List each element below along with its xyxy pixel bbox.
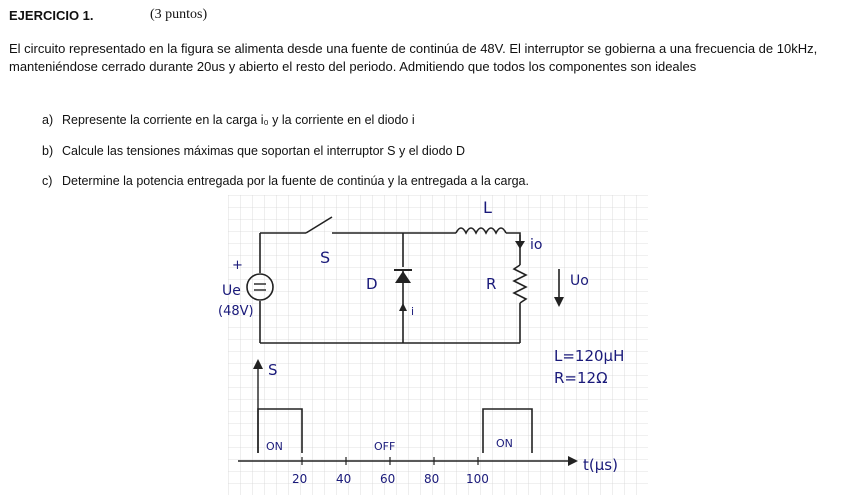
label-source-value: (48V) [218, 304, 254, 319]
label-i: i [411, 305, 415, 318]
time-axis-label: t(µs) [583, 456, 618, 474]
question-b-label: b) [42, 144, 54, 158]
label-uo: Uo [570, 273, 589, 289]
question-b [42, 144, 465, 158]
label-on-1: ON [266, 440, 283, 453]
tick-100: 100 [466, 472, 489, 486]
tick-80: 80 [424, 472, 440, 486]
problem-statement: El circuito representado en la figura se alimenta desde una fuente de continúa de 48V. El interruptor se gobierna a una frecuencia de 10kHz, manteniéndose cerrado durante 20us y abierto el resto del periodo. Admitiendo que todos los componentes son ideales [9, 41, 818, 74]
tick-40: 40 [336, 472, 352, 486]
label-l: L [483, 198, 492, 217]
question-b-text: Calcule las tensiones máximas que soportan el interruptor S y el diodo D [62, 144, 465, 158]
question-c [42, 174, 529, 188]
label-plus: + [232, 258, 243, 273]
label-d: D [366, 275, 378, 293]
label-source: Ue [222, 283, 241, 299]
label-r-value: R=12Ω [554, 369, 608, 387]
tick-60: 60 [380, 472, 396, 486]
label-off: OFF [374, 440, 396, 453]
circuit-figure [218, 195, 648, 495]
label-io: io [530, 237, 543, 253]
question-a [42, 113, 415, 127]
label-s: S [320, 248, 331, 267]
label-on-2: ON [496, 437, 513, 450]
label-r: R [486, 275, 497, 293]
tick-20: 20 [292, 472, 308, 486]
question-a-label: a) [42, 113, 54, 127]
exercise-title: EJERCICIO 1. [9, 8, 94, 23]
question-a-text: Represente la corriente en la carga i₀ y la corriente en el diodo i [62, 113, 415, 127]
question-c-label: c) [42, 174, 53, 188]
question-c-text: Determine la potencia entregada por la fuente de continúa y la entregada a la carga. [62, 174, 529, 188]
grid-paper [228, 195, 648, 495]
label-l-value: L=120µH [554, 347, 625, 365]
circuit-drawing [218, 195, 648, 495]
timing-label-s: S [268, 361, 278, 379]
exercise-points: (3 puntos) [150, 7, 208, 22]
